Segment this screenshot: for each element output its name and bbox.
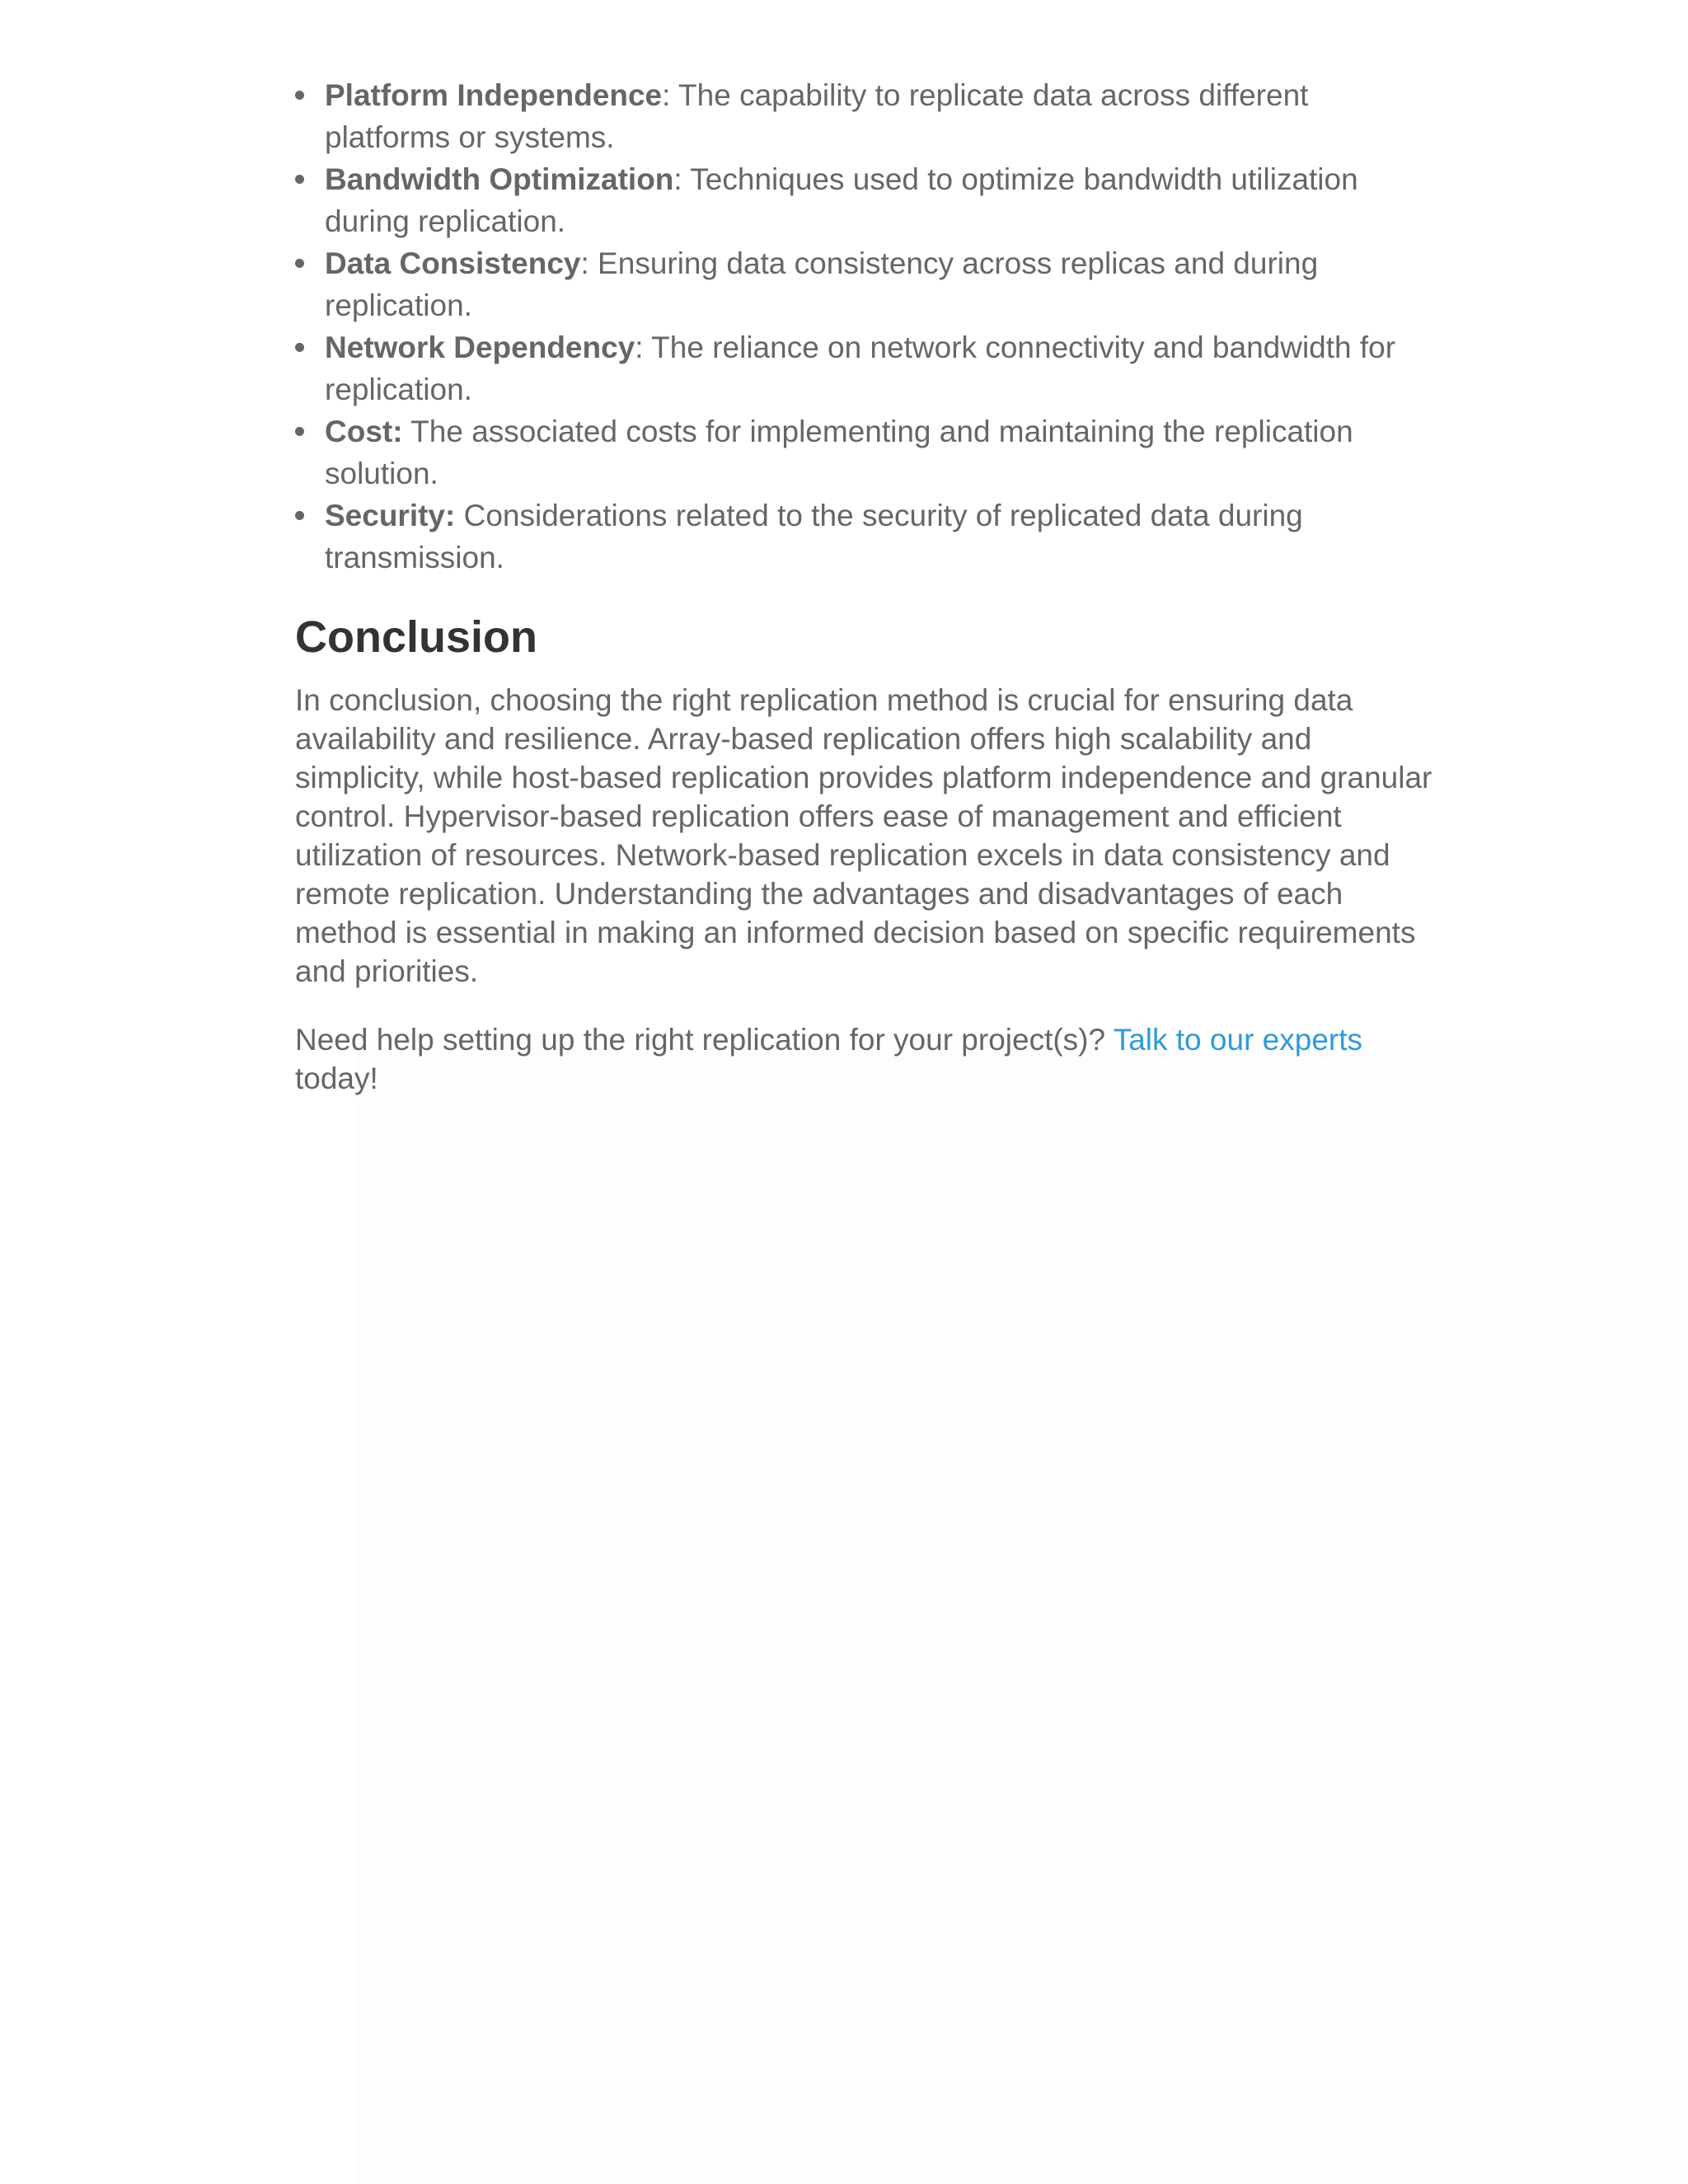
bullet-icon (295, 427, 304, 436)
list-item-term: Security: (325, 499, 456, 532)
considerations-list (295, 74, 1441, 579)
page-background-shade (354, 1047, 1688, 2184)
bullet-icon (295, 91, 304, 100)
conclusion-heading: Conclusion (295, 612, 537, 662)
list-item-term: Cost: (325, 415, 403, 448)
bullet-icon (295, 175, 304, 184)
article-body (295, 74, 1441, 1098)
list-item-text: : The reliance on network connectivity and bandwidth for replication. (325, 330, 1396, 406)
talk-to-experts-link[interactable]: Talk to our experts (1113, 1023, 1363, 1057)
list-item-term: Platform Independence (325, 78, 663, 112)
list-item-text: : Techniques used to optimize bandwidth utilization during replication. (325, 162, 1358, 238)
list-item-term: Bandwidth Optimization (325, 162, 674, 196)
bullet-icon (295, 259, 304, 268)
list-item (295, 410, 1441, 494)
cta-text-after: today! (295, 1062, 378, 1095)
cta-paragraph (295, 1020, 1441, 1098)
list-item-text: : The capability to replicate data across different platforms or systems. (325, 78, 1309, 154)
list-item-text: Considerations related to the security of replicated data during transmission. (325, 499, 1303, 574)
cta-text-before: Need help setting up the right replication for your project(s)? (295, 1023, 1114, 1057)
conclusion-paragraph: In conclusion, choosing the right replication method is crucial for ensuring data availability and resilience. Array-based replication offers high scalability and simplicity, while host-based replication provides platform independence and granular control. Hypervisor-based replication offers ease of management and efficient utilization of resources. Network-based replication excels in data consistency and remote replication. Understanding the advantages and disadvantages of each method is essential in making an informed decision based on specific requirements and priorities. (295, 683, 1432, 988)
list-item (295, 74, 1441, 158)
list-item (295, 242, 1441, 326)
bullet-icon (295, 343, 304, 352)
list-item-text: The associated costs for implementing and maintaining the replication solution. (325, 415, 1353, 490)
bullet-icon (295, 511, 304, 520)
list-item-term: Data Consistency (325, 246, 581, 280)
list-item (295, 494, 1441, 579)
list-item-text: : Ensuring data consistency across replicas and during replication. (325, 246, 1319, 322)
list-item (295, 326, 1441, 410)
list-item (295, 158, 1441, 242)
list-item-term: Network Dependency (325, 330, 635, 364)
